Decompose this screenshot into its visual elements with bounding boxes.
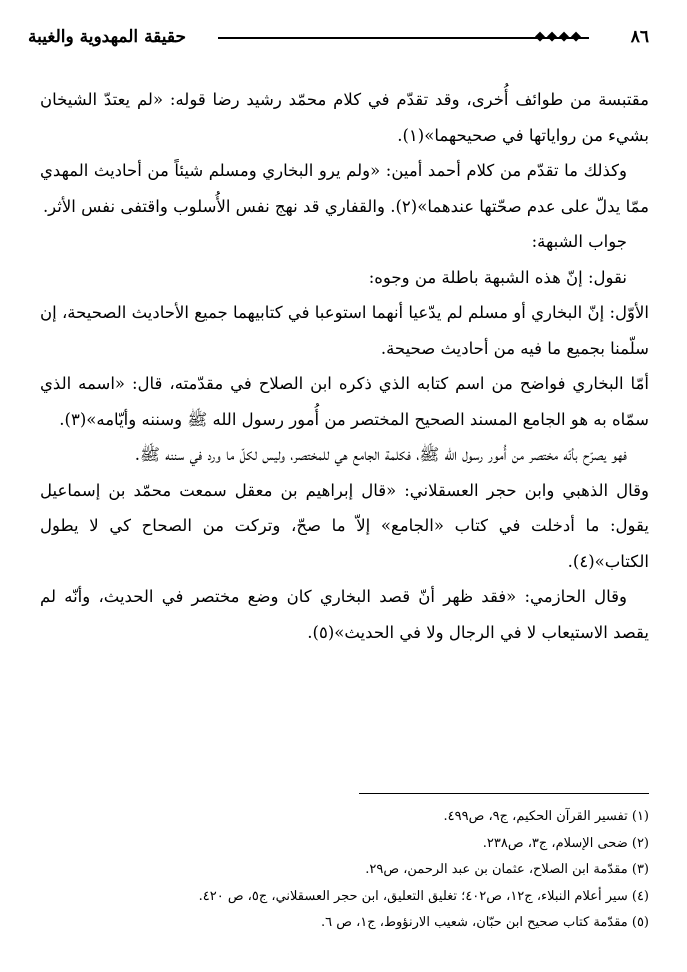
paragraph: مقتبسة من طوائف أُخرى، وقد تقدّم في كلام محمّد رشيد رضا قوله: «لم يعتدّ الشيخان بشيء من رواياتها في صحيحهما»(١). xyxy=(40,90,649,145)
paragraph: فهو يصرّح بأنّه مختصر من أُمور رسول الله ﷺ، فكلمة الجامع هي للمختصر، وليس لكلّ ما ورد في سننه ﷺ. xyxy=(134,445,627,464)
paragraph: وكذلك ما تقدّم من كلام أحمد أمين: «ولم يرو البخاري ومسلم شيئاً من أحاديث المهدي ممّا يدلّ على عدم صحّتها عندهما»(٢). والقفاري قد نهج نفس الأُسلوب واقتفى نفس الأثر. xyxy=(40,161,649,216)
main-text xyxy=(40,82,649,650)
paragraph: نقول: إنّ هذه الشبهة باطلة من وجوه: xyxy=(368,267,627,287)
header-rule xyxy=(218,37,589,39)
paragraph: وقال الحازمي: «فقد ظهر أنّ قصد البخاري كان وضع مختصر في الحديث، وأنّه لم يقصد الاستيعاب لا في الرجال ولا في الحديث»(٥). xyxy=(40,587,649,642)
footnotes xyxy=(40,804,649,937)
header-ornament: ◆◆◆◆ xyxy=(535,29,583,44)
footnote-separator xyxy=(359,793,649,794)
footnote: (٤) سير أعلام النبلاء، ج١٢، ص٤٠٢؛ تغليق التعليق، ابن حجر العسقلاني، ج٥، ص ٤٢٠. xyxy=(198,888,649,904)
footnote: (٥) مقدّمة كتاب صحيح ابن حبّان، شعيب الارنؤوط، ج١، ص ٦. xyxy=(320,915,649,930)
paragraph: وقال الذهبي وابن حجر العسقلاني: «قال إبراهيم بن معقل سمعت محمّد بن إسماعيل يقول: ما أدخلت في كتاب «الجامع» إلاّ ما صحّ، وتركت من الصحاح كي لا يطول الكتاب»(٤). xyxy=(40,480,649,571)
running-header xyxy=(28,26,649,50)
section-heading: جواب الشبهة: xyxy=(531,232,627,251)
footnote: (٢) ضحى الإسلام، ج٣، ص٢٣٨. xyxy=(482,835,649,851)
page-number: ٨٦ xyxy=(630,27,649,47)
footnote: (٣) مقدّمة ابن الصلاح، عثمان بن عبد الرحمن، ص٢٩. xyxy=(365,862,649,877)
paragraph: الأوّل: إنّ البخاري أو مسلم لم يدّعيا أنهما استوعبا في كتابيهما جميع الأحاديث الصحيحة، إن سلّمنا بجميع ما فيه من أحاديث صحيحة. xyxy=(40,303,649,358)
book-title: حقيقة المهدوية والغيبة xyxy=(28,27,187,47)
footnote: (١) تفسير القرآن الحكيم، ج٩، ص٤٩٩. xyxy=(443,809,649,824)
paragraph: أمّا البخاري فواضح من اسم كتابه الذي ذكره ابن الصلاح في مقدّمته، قال: «اسمه الذي سمّاه به هو الجامع المسند الصحيح المختصر من أُمور رسول الله ﷺ وسننه وأيّامه»(٣). xyxy=(40,374,649,429)
